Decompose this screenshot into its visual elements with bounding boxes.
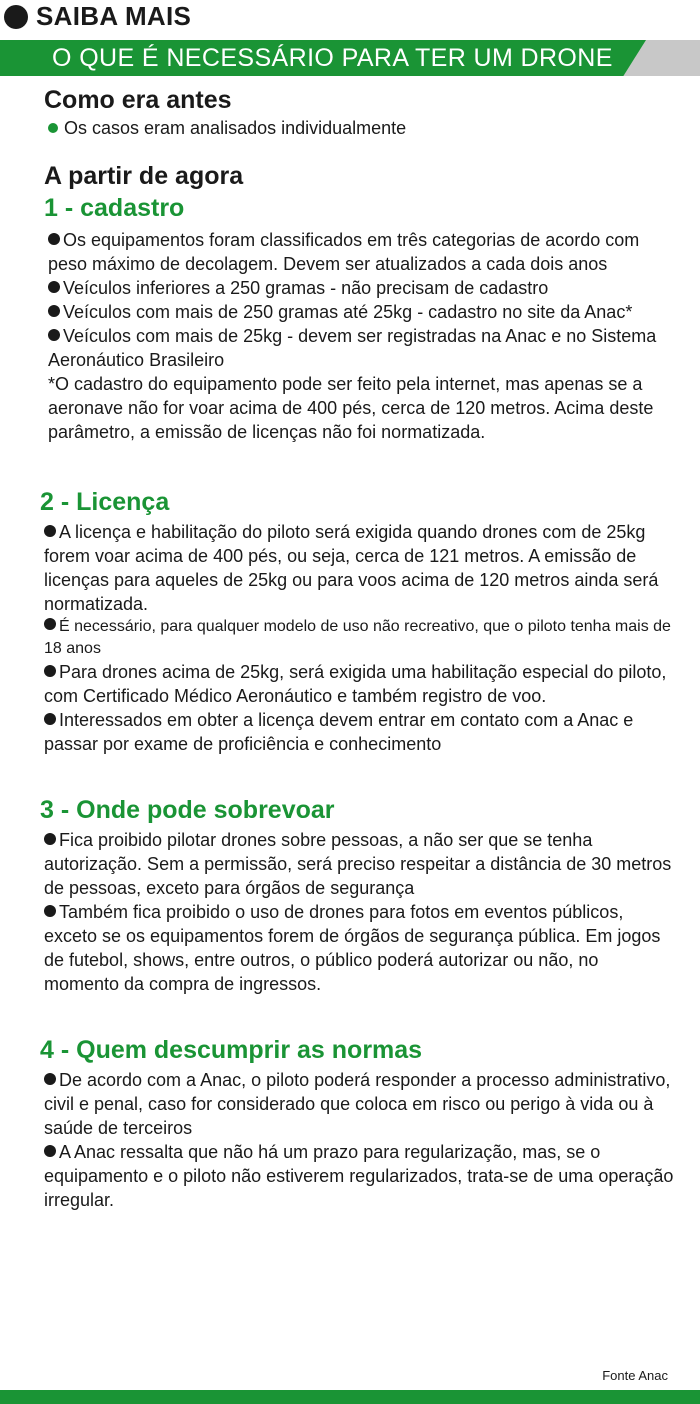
sobrevoar-item: Também fica proibido o uso de drones para fotos em eventos públicos, exceto se os equipamentos forem de órgãos de segurança pública. Em jogos de futebol, shows, entre outros, o público poderá autorizar ou não, no momento da compra de ingressos. bbox=[44, 902, 661, 994]
bullet-icon bbox=[44, 905, 56, 917]
cadastro-item: Veículos com mais de 25kg - devem ser registradas na Anac e no Sistema Aeronáutico Brasileiro bbox=[48, 326, 657, 370]
source-credit: Fonte Anac bbox=[602, 1368, 668, 1383]
bullet-icon bbox=[48, 233, 60, 245]
cadastro-item: Veículos com mais de 250 gramas até 25kg - cadastro no site da Anac* bbox=[48, 300, 676, 324]
normas-title: 4 - Quem descumprir as normas bbox=[40, 1036, 423, 1064]
bottom-green-bar bbox=[0, 1390, 700, 1404]
sobrevoar-item: Fica proibido pilotar drones sobre pessoas, a não ser que se tenha autorização. Sem a permissão, será preciso respeitar a distância de 30 metros de pessoas, exceto para órgãos de segurança bbox=[44, 830, 672, 898]
article-content bbox=[40, 84, 676, 1212]
title-banner bbox=[0, 40, 700, 76]
green-bullet-icon bbox=[48, 123, 58, 133]
bullet-icon bbox=[44, 713, 56, 725]
bullet-icon bbox=[48, 305, 60, 317]
cadastro-item: Os equipamentos foram classificados em três categorias de acordo com peso máximo de decolagem. Devem ser atualizados a cada dois anos bbox=[48, 230, 640, 274]
bullet-dot-icon bbox=[4, 5, 28, 29]
banner-title: O QUE É NECESSÁRIO PARA TER UM DRONE bbox=[52, 44, 613, 72]
cadastro-note: *O cadastro do equipamento pode ser feito pela internet, mas apenas se a aeronave não for voar acima de 400 pés, cerca de 120 metros. Acima deste parâmetro, a emissão de licenças não foi normatizada. bbox=[48, 374, 654, 442]
cadastro-title: 1 - cadastro bbox=[44, 194, 185, 222]
section-header bbox=[0, 0, 700, 36]
bullet-icon bbox=[44, 1145, 56, 1157]
licenca-item: Para drones acima de 25kg, será exigida uma habilitação especial do piloto, com Certificado Médico Aeronáutico e também registro de voo. bbox=[44, 662, 667, 706]
licenca-title: 2 - Licença bbox=[40, 488, 170, 516]
bullet-icon bbox=[44, 833, 56, 845]
licenca-item: É necessário, para qualquer modelo de uso não recreativo, que o piloto tenha mais de 18 anos bbox=[44, 618, 671, 657]
bullet-icon bbox=[44, 618, 56, 630]
bullet-icon bbox=[48, 329, 60, 341]
cadastro-item: Veículos inferiores a 250 gramas - não precisam de cadastro bbox=[48, 276, 676, 300]
bullet-icon bbox=[44, 525, 56, 537]
normas-item: De acordo com a Anac, o piloto poderá responder a processo administrativo, civil e penal, caso for considerado que coloca em risco ou perigo à vida ou à saúde de terceiros bbox=[44, 1070, 671, 1138]
antes-title: Como era antes bbox=[44, 86, 232, 114]
agora-title: A partir de agora bbox=[44, 162, 244, 190]
licenca-item: A licença e habilitação do piloto será exigida quando drones com de 25kg forem voar acima de 400 pés, ou seja, cerca de 121 metros. A emissão de licenças para aqueles de 25kg ou para voos acima de 120 metros ainda será normatizada. bbox=[44, 522, 659, 614]
bullet-icon bbox=[44, 665, 56, 677]
bullet-icon bbox=[48, 281, 60, 293]
normas-item: A Anac ressalta que não há um prazo para regularização, mas, se o equipamento e o piloto não estiverem regularizados, trata-se de uma operação irregular. bbox=[44, 1142, 674, 1210]
antes-item: Os casos eram analisados individualmente bbox=[48, 116, 676, 140]
licenca-item: Interessados em obter a licença devem entrar em contato com a Anac e passar por exame de proficiência e conhecimento bbox=[44, 710, 634, 754]
header-label: SAIBA MAIS bbox=[36, 1, 192, 31]
sobrevoar-title: 3 - Onde pode sobrevoar bbox=[40, 796, 335, 824]
bullet-icon bbox=[44, 1073, 56, 1085]
